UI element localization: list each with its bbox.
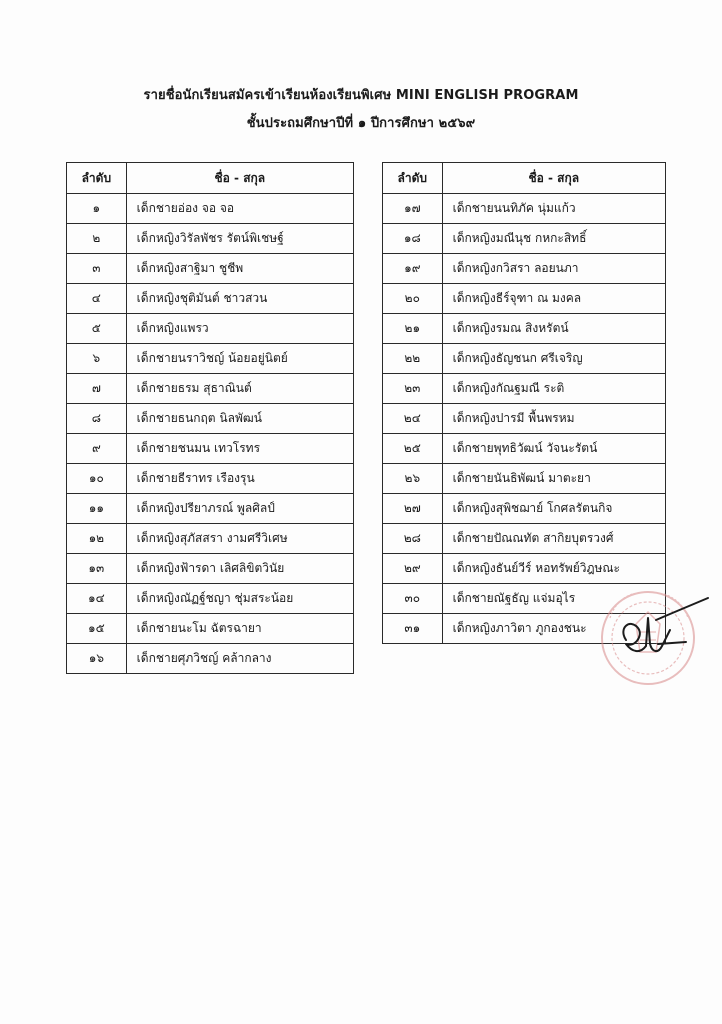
column-header-number: ลำดับ: [67, 163, 127, 194]
table-row: [67, 374, 354, 404]
row-number: ๑๒: [67, 524, 127, 554]
row-number: ๒๓: [383, 374, 443, 404]
column-header-number: ลำดับ: [383, 163, 443, 194]
student-name: เด็กหญิงธัญชนก ศรีเจริญ: [442, 344, 665, 374]
table-row: [67, 194, 354, 224]
document-title: รายชื่อนักเรียนสมัครเข้าเรียนห้องเรียนพิเศษ MINI ENGLISH PROGRAM: [143, 88, 579, 103]
table-row: [383, 344, 666, 374]
table-row: [67, 644, 354, 674]
school-seal-with-signature: [596, 578, 720, 696]
table-row: [383, 194, 666, 224]
student-name: เด็กหญิงปารมี พื้นพรหม: [442, 404, 665, 434]
row-number: ๒๗: [383, 494, 443, 524]
row-number: ๕: [67, 314, 127, 344]
student-name: เด็กหญิงกวิสรา ลอยนภา: [442, 254, 665, 284]
row-number: ๒๘: [383, 524, 443, 554]
row-number: ๓๐: [383, 584, 443, 614]
table-row: [383, 284, 666, 314]
row-number: ๗: [67, 374, 127, 404]
table-row: [67, 404, 354, 434]
student-name: เด็กหญิงรมณ สิงหรัตน์: [442, 314, 665, 344]
student-name: เด็กหญิงสุพิชฌาย์ โกศลรัตนกิจ: [442, 494, 665, 524]
row-number: ๑๕: [67, 614, 127, 644]
table-row: [383, 494, 666, 524]
row-number: ๓: [67, 254, 127, 284]
student-name: เด็กหญิงกัณฐมณี ระติ: [442, 374, 665, 404]
student-name: เด็กชายนราวิชญ์ น้อยอยู่นิตย์: [126, 344, 353, 374]
student-name: เด็กชายพุทธิวัฒน์ วัจนะรัตน์: [442, 434, 665, 464]
row-number: ๒๔: [383, 404, 443, 434]
column-header-name: ชื่อ - สกุล: [126, 163, 353, 194]
student-name: เด็กชายชนมน เทวโรทร: [126, 434, 353, 464]
table-row: [383, 404, 666, 434]
student-name: เด็กชายธีราทร เรืองรุน: [126, 464, 353, 494]
row-number: ๑๑: [67, 494, 127, 524]
student-name: เด็กหญิงสาฐิมา ชูชีพ: [126, 254, 353, 284]
row-number: ๑๓: [67, 554, 127, 584]
student-name: เด็กหญิงแพรว: [126, 314, 353, 344]
table-row: [383, 374, 666, 404]
row-number: ๑๐: [67, 464, 127, 494]
row-number: ๒๕: [383, 434, 443, 464]
row-number: ๑: [67, 194, 127, 224]
document-subtitle: ชั้นประถมศึกษาปีที่ ๑ ปีการศึกษา ๒๕๖๙: [246, 116, 476, 131]
student-name: เด็กหญิงธีร์จุฑา ณ มงคล: [442, 284, 665, 314]
table-row: [383, 464, 666, 494]
table-row: [67, 584, 354, 614]
row-number: ๑๔: [67, 584, 127, 614]
student-name: เด็กหญิงมณีนุช กหกะสิทธิ์: [442, 224, 665, 254]
student-name: เด็กชายอ่อง จอ จอ: [126, 194, 353, 224]
table-row: [67, 494, 354, 524]
student-name: เด็กชายนันธิพัฒน์ มาตะยา: [442, 464, 665, 494]
row-number: ๙: [67, 434, 127, 464]
table-row: [67, 284, 354, 314]
student-name: เด็กชายธนกฤต นิลพัฒน์: [126, 404, 353, 434]
student-name: เด็กชายธรม สุธาณินต์: [126, 374, 353, 404]
row-number: ๑๖: [67, 644, 127, 674]
table-row: [67, 434, 354, 464]
table-row: [383, 314, 666, 344]
column-header-name: ชื่อ - สกุล: [442, 163, 665, 194]
table-row: [67, 344, 354, 374]
row-number: ๑๗: [383, 194, 443, 224]
student-name: เด็กหญิงณัฏฐ์ชญา ชุ่มสระน้อย: [126, 584, 353, 614]
seal-stamp: [602, 592, 694, 684]
table-row: [67, 464, 354, 494]
student-name: เด็กหญิงวิรัลพัชร รัตน์พิเชษฐ์: [126, 224, 353, 254]
student-name: เด็กชายนะโม ฉัตรฉายา: [126, 614, 353, 644]
table-row: [383, 434, 666, 464]
table-header-row: [383, 163, 666, 194]
student-name: เด็กหญิงปรียาภรณ์ พูลศิลป์: [126, 494, 353, 524]
table-row: [67, 614, 354, 644]
table-row: [383, 254, 666, 284]
student-name: เด็กหญิงภาวิตา ภูกองชนะ: [442, 614, 665, 644]
row-number: ๔: [67, 284, 127, 314]
student-name: เด็กชายปัณณทัต สากิยบุตรวงศ์: [442, 524, 665, 554]
row-number: ๓๑: [383, 614, 443, 644]
student-table-right: [382, 162, 666, 644]
table-row: [67, 314, 354, 344]
student-name: เด็กหญิงธันย์วีร์ หอทรัพย์วิฎษณะ: [442, 554, 665, 584]
table-row: [67, 524, 354, 554]
row-number: ๒๑: [383, 314, 443, 344]
row-number: ๒: [67, 224, 127, 254]
student-name: เด็กหญิงฟ้ารดา เลิศลิขิตวินัย: [126, 554, 353, 584]
table-row: [67, 224, 354, 254]
row-number: ๖: [67, 344, 127, 374]
table-row: [67, 554, 354, 584]
row-number: ๒๖: [383, 464, 443, 494]
row-number: ๘: [67, 404, 127, 434]
table-header-row: [67, 163, 354, 194]
table-row: [383, 524, 666, 554]
table-row: [67, 254, 354, 284]
row-number: ๒๙: [383, 554, 443, 584]
row-number: ๒๐: [383, 284, 443, 314]
row-number: ๒๒: [383, 344, 443, 374]
student-name: เด็กหญิงชุติมันต์ ชาวสวน: [126, 284, 353, 314]
student-name: เด็กชายนนทิภัค นุ่มแก้ว: [442, 194, 665, 224]
row-number: ๑๘: [383, 224, 443, 254]
student-name: เด็กหญิงสุภัสสรา งามศรีวิเศษ: [126, 524, 353, 554]
student-name: เด็กชายศุภวิชญ์ คล้ากลาง: [126, 644, 353, 674]
row-number: ๑๙: [383, 254, 443, 284]
table-row: [383, 224, 666, 254]
student-table-left: [66, 162, 354, 674]
student-name: เด็กชายณัฐธัญ แจ่มอุไร: [442, 584, 665, 614]
